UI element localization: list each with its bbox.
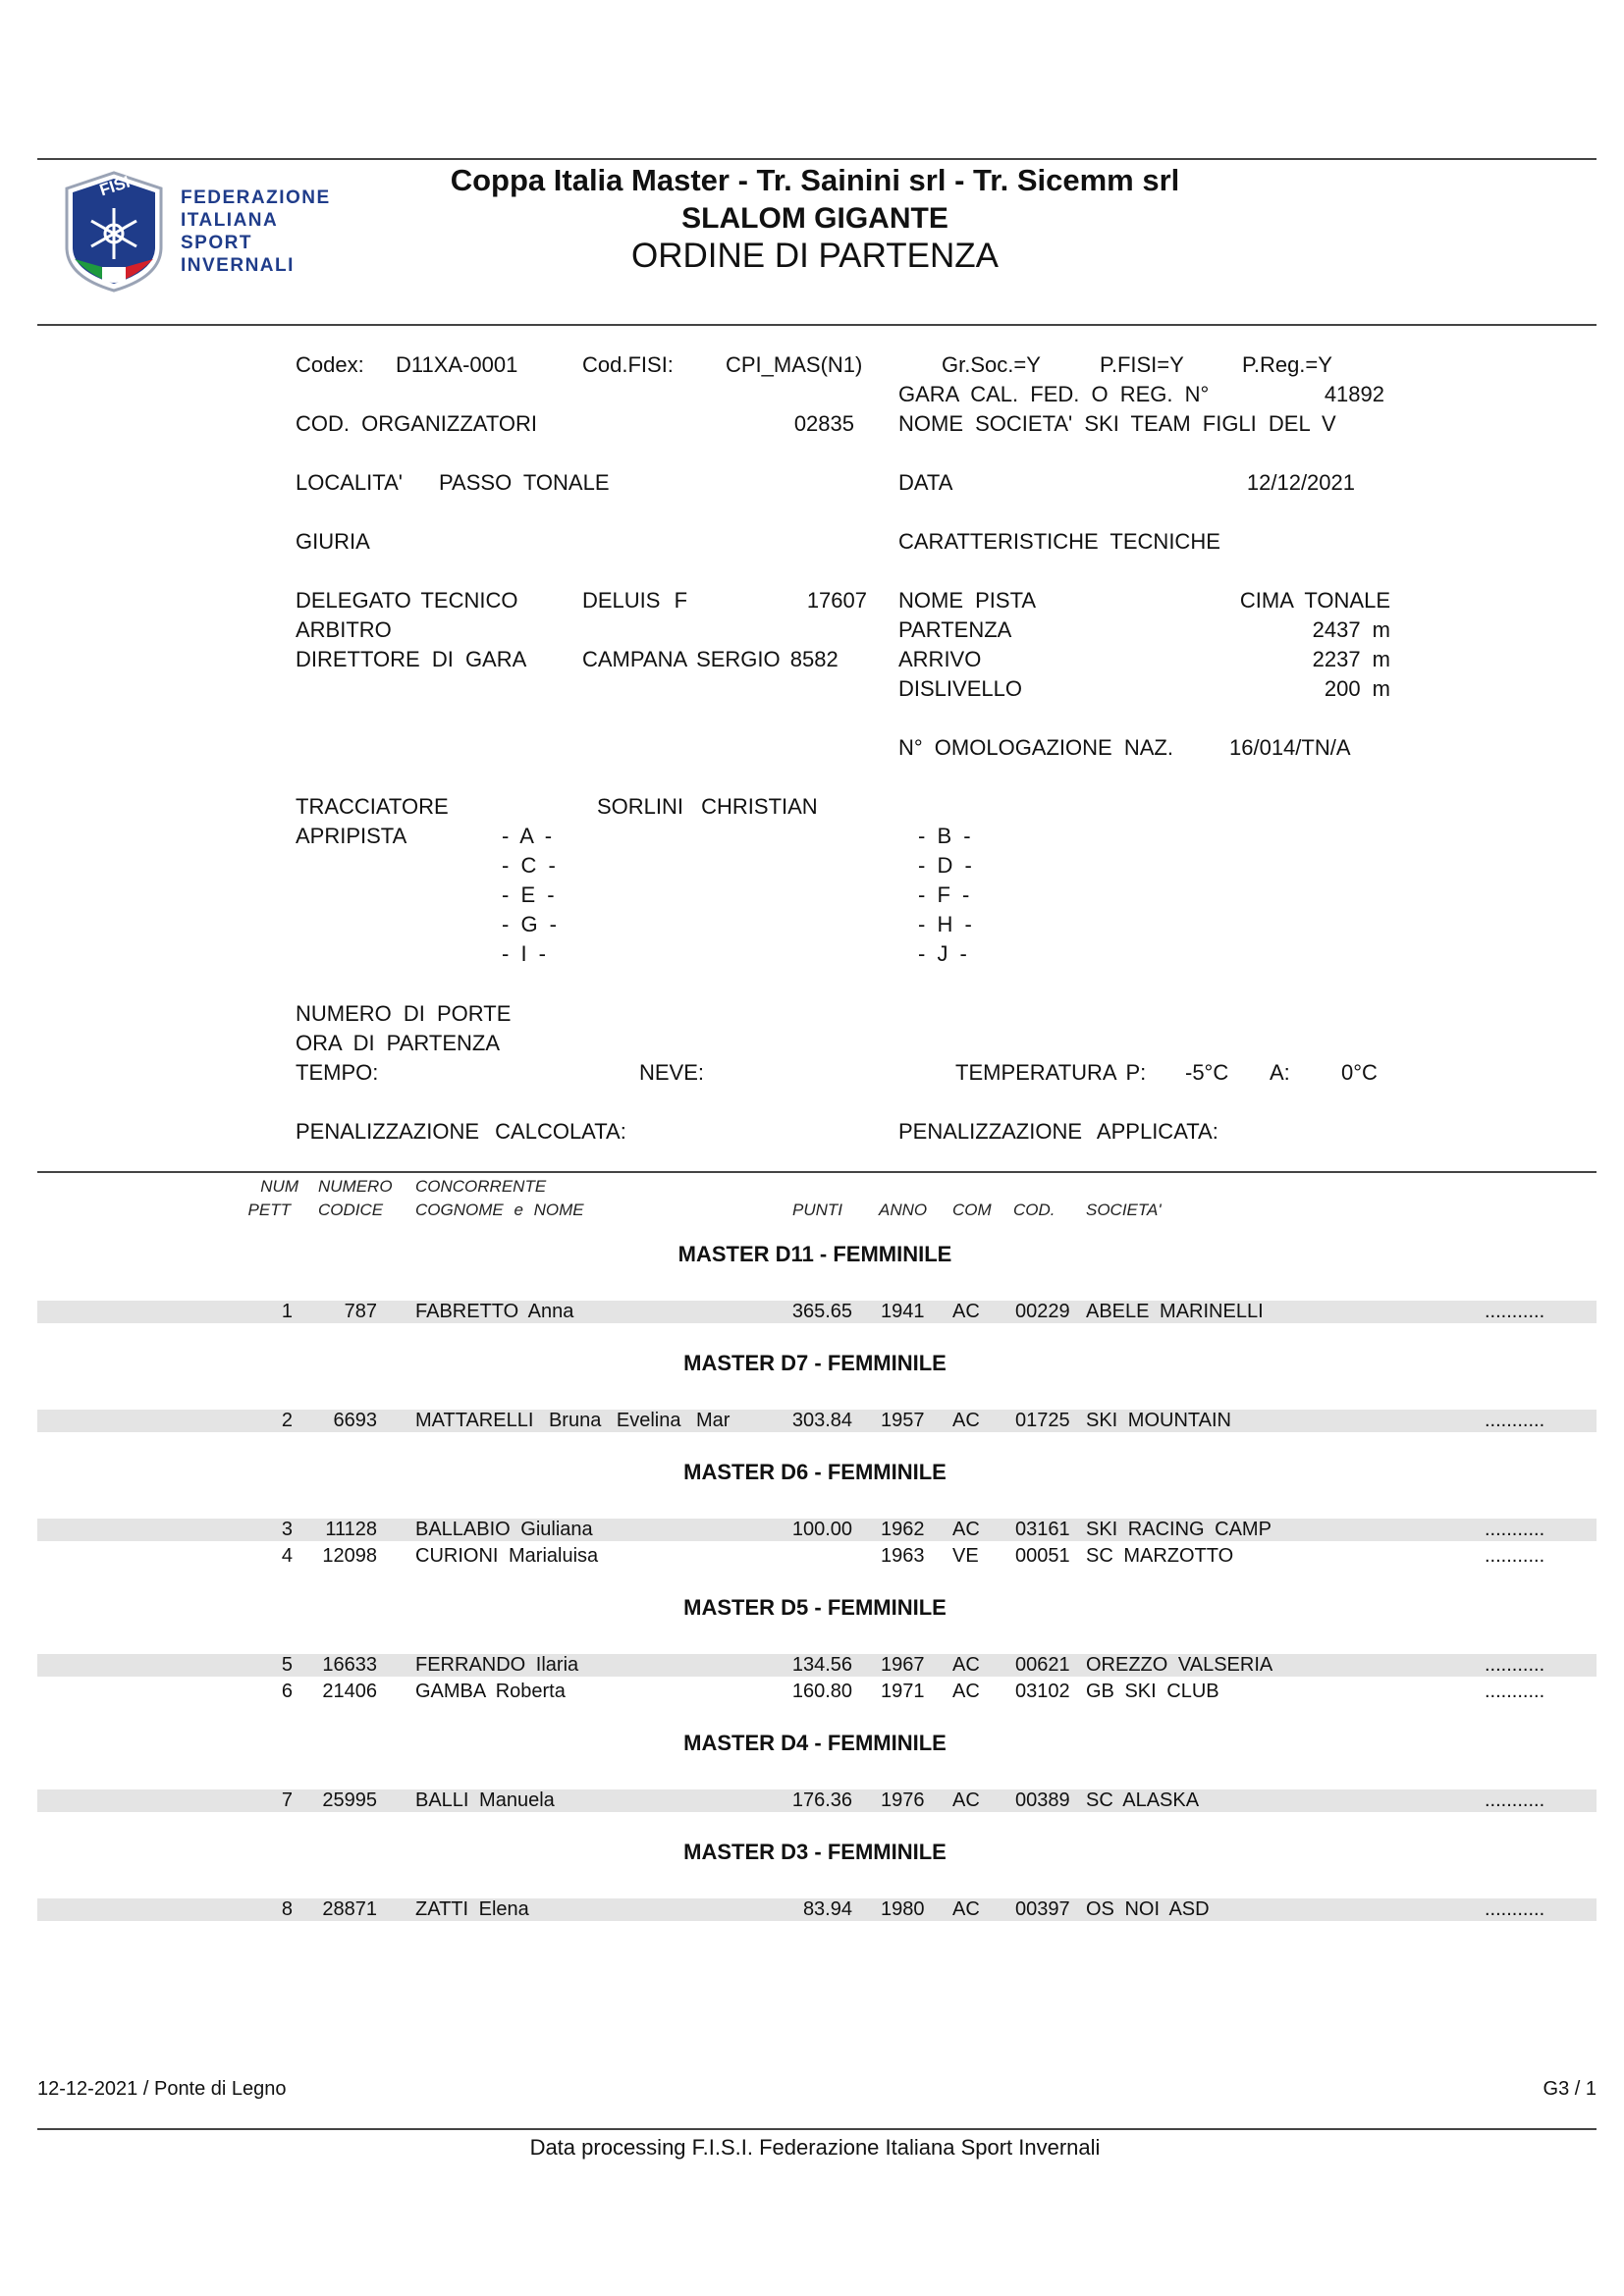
row-anno: 1941 <box>881 1301 925 1322</box>
apripista-e: - E - <box>502 882 555 907</box>
fisi-logo <box>59 169 169 293</box>
ora-partenza-label: ORA DI PARTENZA <box>296 1031 501 1055</box>
row-punti: 134.56 <box>791 1654 852 1676</box>
row-cod: 00621 <box>1015 1654 1070 1676</box>
apripista-g: - G - <box>502 912 557 936</box>
codorg-label: COD. ORGANIZZATORI <box>296 411 537 436</box>
logo-line-3: SPORT <box>181 233 252 253</box>
logo-line-2: ITALIANA <box>181 210 279 231</box>
row-com: AC <box>952 1681 980 1702</box>
gara-value: 41892 <box>1324 382 1384 406</box>
arrivo-value: 2237 m <box>1312 647 1390 671</box>
row-codice: 21406 <box>322 1681 377 1702</box>
data-value: 12/12/2021 <box>1246 470 1355 495</box>
logo-line-4: INVERNALI <box>181 255 295 276</box>
row-cod: 03102 <box>1015 1681 1070 1702</box>
section-title: MASTER D3 - FEMMINILE <box>683 1840 947 1864</box>
footer-date-location: 12-12-2021 / Ponte di Legno <box>37 2078 287 2100</box>
temperatura-label: TEMPERATURA P: <box>955 1060 1147 1085</box>
row-nome: MATTARELLI Bruna Evelina Mar <box>415 1410 731 1431</box>
row-cod: 01725 <box>1015 1410 1070 1431</box>
pfisi-flag: P.FISI=Y <box>1100 352 1184 377</box>
row-nome: BALLABIO Giuliana <box>415 1519 593 1540</box>
apripista-h: - H - <box>918 912 972 936</box>
row-nome: CURIONI Marialuisa <box>415 1545 599 1567</box>
tracciatore-value: SORLINI CHRISTIAN <box>597 794 818 819</box>
row-pett: 2 <box>281 1410 293 1431</box>
footer-page-code: G3 / 1 <box>1543 2078 1597 2100</box>
arrivo-label: ARRIVO <box>898 647 982 671</box>
codex-value: D11XA-0001 <box>396 352 518 377</box>
row-com: AC <box>952 1519 980 1540</box>
arbitro-label: ARBITRO <box>296 617 392 642</box>
row-societa: SC ALASKA <box>1086 1789 1200 1811</box>
penalizzazione-applicata: PENALIZZAZIONE APPLICATA: <box>898 1119 1218 1144</box>
penalizzazione-calcolata: PENALIZZAZIONE CALCOLATA: <box>296 1119 626 1144</box>
omologazione-value: 16/014/TN/A <box>1229 735 1351 760</box>
codfisi-value: CPI_MAS(N1) <box>726 352 863 377</box>
row-societa: ABELE MARINELLI <box>1086 1301 1264 1322</box>
row-anno: 1980 <box>881 1898 925 1920</box>
row-cod: 00229 <box>1015 1301 1070 1322</box>
row-codice: 16633 <box>322 1654 377 1676</box>
data-label: DATA <box>898 470 953 495</box>
row-anno: 1957 <box>881 1410 925 1431</box>
apripista-f: - F - <box>918 882 970 907</box>
section-title: MASTER D7 - FEMMINILE <box>683 1351 947 1375</box>
nome-societa: NOME SOCIETA' SKI TEAM FIGLI DEL V <box>898 411 1336 436</box>
row-com: AC <box>952 1654 980 1676</box>
row-cod: 00051 <box>1015 1545 1070 1567</box>
delegato-code: 17607 <box>806 588 867 613</box>
grsoc-flag: Gr.Soc.=Y <box>942 352 1041 377</box>
row-codice: 25995 <box>322 1789 377 1811</box>
logo-letters: FISI <box>97 172 133 200</box>
row-punti: 176.36 <box>791 1789 852 1811</box>
row-com: VE <box>952 1545 979 1567</box>
row-societa: SC MARZOTTO <box>1086 1545 1234 1567</box>
row-com: AC <box>952 1789 980 1811</box>
header-rule <box>37 324 1597 326</box>
discipline-title: SLALOM GIGANTE <box>681 202 948 235</box>
section-title: MASTER D6 - FEMMINILE <box>683 1460 947 1484</box>
col-com: COM <box>952 1201 992 1219</box>
competition-title: Coppa Italia Master - Tr. Sainini srl - Tr. Sicemm srl <box>450 163 1180 197</box>
row-societa: OS NOI ASD <box>1086 1898 1210 1920</box>
row-punti: 160.80 <box>791 1681 852 1702</box>
row-punti: 303.84 <box>791 1410 852 1431</box>
row-societa: GB SKI CLUB <box>1086 1681 1219 1702</box>
row-pett: 4 <box>281 1545 293 1567</box>
direttore-label: DIRETTORE DI GARA <box>296 647 527 671</box>
col-pett: PETT <box>247 1201 291 1219</box>
row-pett: 8 <box>281 1898 293 1920</box>
codorg-value: 02835 <box>793 411 854 436</box>
row-societa: OREZZO VALSERIA <box>1086 1654 1273 1676</box>
row-dots: ........... <box>1485 1789 1545 1811</box>
row-com: AC <box>952 1301 980 1322</box>
row-pett: 7 <box>281 1789 293 1811</box>
omologazione-label: N° OMOLOGAZIONE NAZ. <box>898 735 1173 760</box>
section-title: MASTER D11 - FEMMINILE <box>677 1242 952 1266</box>
row-nome: BALLI Manuela <box>415 1789 555 1811</box>
logo-wordmark <box>181 187 331 277</box>
row-pett: 1 <box>281 1301 293 1322</box>
apripista-b: - B - <box>918 824 971 848</box>
row-punti: 365.65 <box>791 1301 852 1322</box>
row-societa: SKI MOUNTAIN <box>1086 1410 1231 1431</box>
table-top-rule <box>37 1171 1597 1173</box>
footer-credit: Data processing F.I.S.I. Federazione Italiana Sport Invernali <box>529 2135 1101 2160</box>
partenza-label: PARTENZA <box>898 617 1012 642</box>
row-codice: 11128 <box>325 1519 377 1540</box>
direttore-value: CAMPANA SERGIO 8582 <box>582 647 839 671</box>
apripista-label: APRIPISTA <box>296 824 407 848</box>
footer-rule <box>37 2128 1597 2130</box>
preg-flag: P.Reg.=Y <box>1242 352 1332 377</box>
row-pett: 6 <box>281 1681 293 1702</box>
col-anno: ANNO <box>879 1201 928 1219</box>
row-dots: ........... <box>1485 1545 1545 1567</box>
row-anno: 1963 <box>881 1545 925 1567</box>
neve-label: NEVE: <box>639 1060 705 1085</box>
temperatura-a-label: A: <box>1270 1060 1290 1085</box>
numero-porte-label: NUMERO DI PORTE <box>296 1001 512 1026</box>
row-nome: GAMBA Roberta <box>415 1681 566 1702</box>
caratteristiche-label: CARATTERISTICHE TECNICHE <box>898 529 1220 554</box>
row-dots: ........... <box>1485 1898 1545 1920</box>
col-societa: SOCIETA' <box>1086 1201 1162 1219</box>
partenza-value: 2437 m <box>1312 617 1390 642</box>
dislivello-label: DISLIVELLO <box>898 676 1022 701</box>
row-com: AC <box>952 1898 980 1920</box>
row-codice: 28871 <box>322 1898 377 1920</box>
row-pett: 5 <box>281 1654 293 1676</box>
tempo-label: TEMPO: <box>296 1060 379 1085</box>
row-codice: 787 <box>344 1301 377 1322</box>
col-concorrente: CONCORRENTE <box>415 1177 547 1196</box>
pista-value: CIMA TONALE <box>1239 588 1390 613</box>
section-title: MASTER D5 - FEMMINILE <box>683 1595 947 1620</box>
row-anno: 1976 <box>881 1789 925 1811</box>
apripista-d: - D - <box>918 853 972 878</box>
row-cod: 00389 <box>1015 1789 1070 1811</box>
logo-line-1: FEDERAZIONE <box>181 187 331 208</box>
tracciatore-label: TRACCIATORE <box>296 794 449 819</box>
row-anno: 1962 <box>881 1519 925 1540</box>
temperatura-p-value: -5°C <box>1185 1060 1229 1085</box>
top-rule <box>37 158 1597 160</box>
row-codice: 6693 <box>333 1410 377 1431</box>
codex-label: Codex: <box>296 352 364 377</box>
temperatura-a-value: 0°C <box>1341 1060 1378 1085</box>
col-cod: COD. <box>1013 1201 1056 1219</box>
row-anno: 1971 <box>881 1681 925 1702</box>
row-cod: 00397 <box>1015 1898 1070 1920</box>
dislivello-value: 200 m <box>1324 676 1390 701</box>
row-dots: ........... <box>1485 1410 1545 1431</box>
document-type: ORDINE DI PARTENZA <box>630 237 1000 275</box>
localita-value: PASSO TONALE <box>439 470 610 495</box>
section-title: MASTER D4 - FEMMINILE <box>683 1731 947 1755</box>
row-punti: 100.00 <box>791 1519 852 1540</box>
giuria-label: GIURIA <box>296 529 370 554</box>
col-codice: CODICE <box>318 1201 384 1219</box>
row-dots: ........... <box>1485 1301 1545 1322</box>
row-dots: ........... <box>1485 1519 1545 1540</box>
col-punti: PUNTI <box>792 1201 842 1219</box>
apripista-a: - A - <box>502 824 553 848</box>
row-punti: 83.94 <box>802 1898 852 1920</box>
apripista-c: - C - <box>502 853 556 878</box>
apripista-i: - I - <box>502 941 546 966</box>
localita-label: LOCALITA' <box>296 470 403 495</box>
delegato-name: DELUIS F <box>582 588 688 613</box>
row-codice: 12098 <box>322 1545 377 1567</box>
row-pett: 3 <box>281 1519 293 1540</box>
row-cod: 03161 <box>1015 1519 1070 1540</box>
row-com: AC <box>952 1410 980 1431</box>
row-dots: ........... <box>1485 1681 1545 1702</box>
col-cognome-nome: COGNOME e NOME <box>415 1201 584 1219</box>
row-dots: ........... <box>1485 1654 1545 1676</box>
row-anno: 1967 <box>881 1654 925 1676</box>
codfisi-label: Cod.FISI: <box>582 352 674 377</box>
apripista-j: - J - <box>918 941 967 966</box>
row-nome: FABRETTO Anna <box>415 1301 574 1322</box>
gara-label: GARA CAL. FED. O REG. N° <box>898 382 1210 406</box>
col-num: NUM <box>260 1177 298 1196</box>
pista-label: NOME PISTA <box>898 588 1037 613</box>
row-societa: SKI RACING CAMP <box>1086 1519 1272 1540</box>
row-nome: ZATTI Elena <box>415 1898 529 1920</box>
row-nome: FERRANDO Ilaria <box>415 1654 579 1676</box>
col-numero: NUMERO <box>318 1177 393 1196</box>
delegato-label: DELEGATO TECNICO <box>296 588 518 613</box>
